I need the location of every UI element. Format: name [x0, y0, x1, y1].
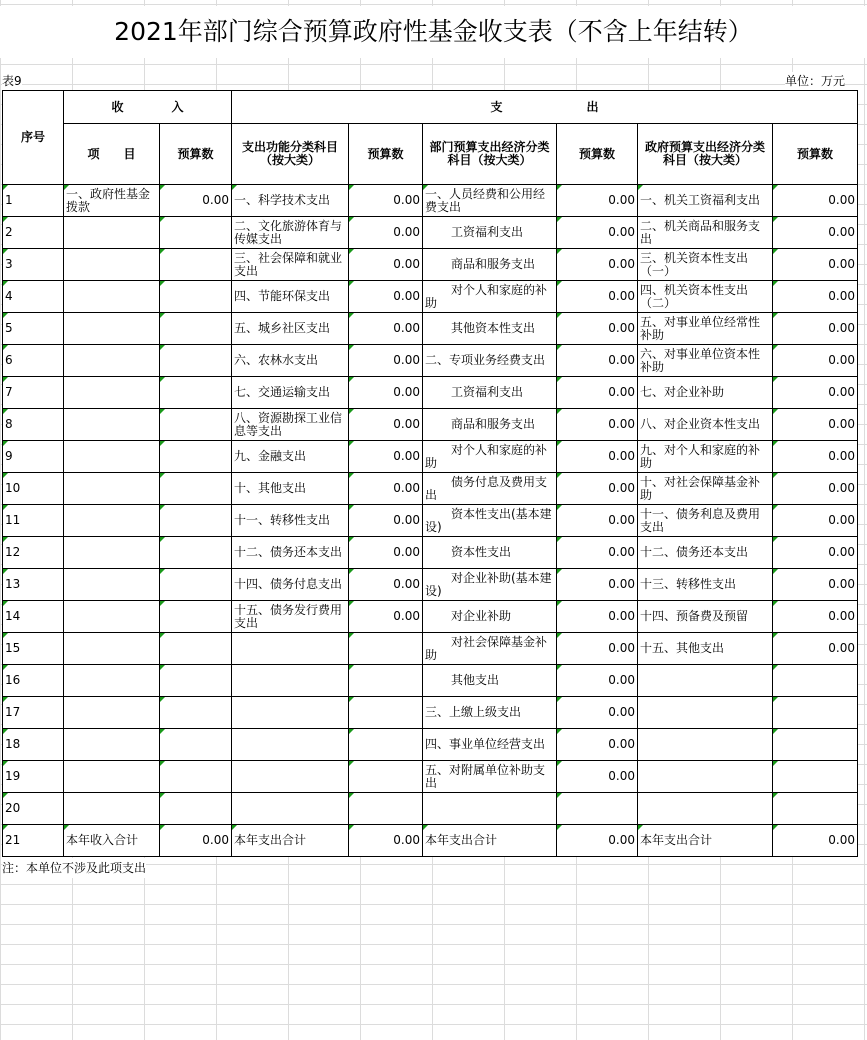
- gov-amount-cell: 0.00: [773, 473, 858, 505]
- func-item-cell: 十一、转移性支出: [232, 505, 349, 537]
- dept-amount-cell: 0.00: [557, 217, 638, 249]
- dept-amount-cell: 0.00: [557, 313, 638, 345]
- gov-amount-cell: 0.00: [773, 441, 858, 473]
- header-seq: 序号: [3, 91, 64, 185]
- func-amount-cell: 0.00: [349, 569, 423, 601]
- gov-item-cell: 十二、债务还本支出: [638, 537, 773, 569]
- func-amount-cell: 0.00: [349, 825, 423, 857]
- func-amount-cell: 0.00: [349, 377, 423, 409]
- func-item-cell: 六、农林水支出: [232, 345, 349, 377]
- page-title: 2021年部门综合预算政府性基金收支表（不含上年结转）: [0, 6, 867, 58]
- func-item-cell: [232, 761, 349, 793]
- gov-item-cell: 三、机关资本性支出（一）: [638, 249, 773, 281]
- func-amount-cell: 0.00: [349, 537, 423, 569]
- income-amount-cell: [160, 473, 232, 505]
- func-amount-cell: 0.00: [349, 217, 423, 249]
- gov-item-cell: 五、对事业单位经常性补助: [638, 313, 773, 345]
- header-func-class: 支出功能分类科目（按大类）: [232, 124, 349, 185]
- table-row: [3, 473, 858, 505]
- income-item-cell: [64, 569, 160, 601]
- dept-item-cell: 本年支出合计: [423, 825, 557, 857]
- income-item-cell: [64, 217, 160, 249]
- dept-item-cell: 资本性支出(基本建设): [423, 505, 557, 537]
- func-amount-cell: [349, 633, 423, 665]
- gov-amount-cell: [773, 697, 858, 729]
- func-item-cell: 七、交通运输支出: [232, 377, 349, 409]
- gov-amount-cell: [773, 729, 858, 761]
- dept-amount-cell: 0.00: [557, 601, 638, 633]
- seq-cell: 3: [3, 249, 64, 281]
- gov-amount-cell: 0.00: [773, 377, 858, 409]
- gov-item-cell: 本年支出合计: [638, 825, 773, 857]
- income-item-cell: [64, 793, 160, 825]
- dept-amount-cell: 0.00: [557, 185, 638, 217]
- gov-amount-cell: 0.00: [773, 633, 858, 665]
- income-item-cell: [64, 345, 160, 377]
- gov-item-cell: 十五、其他支出: [638, 633, 773, 665]
- income-item-cell: [64, 377, 160, 409]
- dept-item-cell: 三、上缴上级支出: [423, 697, 557, 729]
- header-expense: 支 出: [232, 91, 858, 124]
- func-item-cell: [232, 697, 349, 729]
- seq-cell: 18: [3, 729, 64, 761]
- dept-amount-cell: 0.00: [557, 281, 638, 313]
- gov-amount-cell: 0.00: [773, 825, 858, 857]
- dept-item-cell: 债务付息及费用支出: [423, 473, 557, 505]
- func-amount-cell: 0.00: [349, 473, 423, 505]
- func-item-cell: 本年支出合计: [232, 825, 349, 857]
- gov-item-cell: 六、对事业单位资本性补助: [638, 345, 773, 377]
- income-item-cell: [64, 537, 160, 569]
- gov-item-cell: 二、机关商品和服务支出: [638, 217, 773, 249]
- seq-cell: 16: [3, 665, 64, 697]
- dept-amount-cell: 0.00: [557, 569, 638, 601]
- header-income: 收 入: [64, 91, 232, 124]
- gov-item-cell: [638, 697, 773, 729]
- seq-cell: 21: [3, 825, 64, 857]
- income-item-cell: [64, 697, 160, 729]
- table-row: [3, 729, 858, 761]
- dept-amount-cell: 0.00: [557, 409, 638, 441]
- func-item-cell: 一、科学技术支出: [232, 185, 349, 217]
- table-row: [3, 601, 858, 633]
- income-amount-cell: [160, 537, 232, 569]
- income-item-cell: [64, 281, 160, 313]
- header-budget-func: 预算数: [349, 124, 423, 185]
- dept-amount-cell: 0.00: [557, 537, 638, 569]
- dept-amount-cell: 0.00: [557, 473, 638, 505]
- func-amount-cell: 0.00: [349, 441, 423, 473]
- table-row: [3, 313, 858, 345]
- gov-item-cell: 十、对社会保障基金补助: [638, 473, 773, 505]
- func-item-cell: [232, 665, 349, 697]
- gov-item-cell: 四、机关资本性支出（二）: [638, 281, 773, 313]
- seq-cell: 9: [3, 441, 64, 473]
- dept-item-cell: 商品和服务支出: [423, 409, 557, 441]
- func-item-cell: 五、城乡社区支出: [232, 313, 349, 345]
- dept-amount-cell: 0.00: [557, 761, 638, 793]
- dept-item-cell: 其他资本性支出: [423, 313, 557, 345]
- table-row: [3, 537, 858, 569]
- income-amount-cell: [160, 377, 232, 409]
- dept-item-cell: 工资福利支出: [423, 217, 557, 249]
- header-item: 项 目: [64, 124, 160, 185]
- seq-cell: 12: [3, 537, 64, 569]
- table-row: [3, 697, 858, 729]
- gov-item-cell: 十一、债务利息及费用支出: [638, 505, 773, 537]
- income-amount-cell: [160, 409, 232, 441]
- gov-amount-cell: [773, 761, 858, 793]
- func-amount-cell: 0.00: [349, 249, 423, 281]
- gov-item-cell: 一、机关工资福利支出: [638, 185, 773, 217]
- gov-item-cell: 十三、转移性支出: [638, 569, 773, 601]
- income-item-cell: [64, 473, 160, 505]
- dept-amount-cell: 0.00: [557, 633, 638, 665]
- func-item-cell: 十二、债务还本支出: [232, 537, 349, 569]
- gov-amount-cell: 0.00: [773, 313, 858, 345]
- income-amount-cell: [160, 505, 232, 537]
- income-item-cell: [64, 313, 160, 345]
- seq-cell: 6: [3, 345, 64, 377]
- func-item-cell: [232, 633, 349, 665]
- seq-cell: 20: [3, 793, 64, 825]
- table-row: [3, 761, 858, 793]
- table-row: [3, 793, 858, 825]
- income-amount-cell: [160, 313, 232, 345]
- gov-item-cell: [638, 793, 773, 825]
- table-row: [3, 185, 858, 217]
- seq-cell: 4: [3, 281, 64, 313]
- income-item-cell: [64, 665, 160, 697]
- table-row: [3, 633, 858, 665]
- dept-item-cell: 一、人员经费和公用经费支出: [423, 185, 557, 217]
- seq-cell: 2: [3, 217, 64, 249]
- dept-amount-cell: 0.00: [557, 441, 638, 473]
- dept-item-cell: 二、专项业务经费支出: [423, 345, 557, 377]
- footnote: 注：本单位不涉及此项支出: [2, 858, 146, 878]
- gov-item-cell: 九、对个人和家庭的补助: [638, 441, 773, 473]
- income-item-cell: [64, 601, 160, 633]
- income-item-cell: [64, 729, 160, 761]
- seq-cell: 19: [3, 761, 64, 793]
- gov-amount-cell: 0.00: [773, 601, 858, 633]
- table-row: [3, 345, 858, 377]
- income-amount-cell: [160, 569, 232, 601]
- header-budget-dept: 预算数: [557, 124, 638, 185]
- dept-amount-cell: 0.00: [557, 249, 638, 281]
- table-number: 表9: [2, 74, 22, 88]
- income-item-cell: 本年收入合计: [64, 825, 160, 857]
- income-amount-cell: 0.00: [160, 185, 232, 217]
- seq-cell: 11: [3, 505, 64, 537]
- gov-amount-cell: [773, 665, 858, 697]
- seq-cell: 10: [3, 473, 64, 505]
- gov-amount-cell: 0.00: [773, 505, 858, 537]
- func-item-cell: 十四、债务付息支出: [232, 569, 349, 601]
- func-item-cell: [232, 729, 349, 761]
- table-row: [3, 825, 858, 857]
- dept-amount-cell: 0.00: [557, 505, 638, 537]
- func-item-cell: 十五、债务发行费用支出: [232, 601, 349, 633]
- income-item-cell: [64, 505, 160, 537]
- income-amount-cell: [160, 249, 232, 281]
- gov-amount-cell: 0.00: [773, 185, 858, 217]
- table-row: [3, 569, 858, 601]
- table-row: [3, 281, 858, 313]
- gov-amount-cell: [773, 793, 858, 825]
- seq-cell: 13: [3, 569, 64, 601]
- seq-cell: 8: [3, 409, 64, 441]
- dept-item-cell: [423, 793, 557, 825]
- gov-amount-cell: 0.00: [773, 249, 858, 281]
- dept-amount-cell: 0.00: [557, 729, 638, 761]
- dept-item-cell: 对企业补助(基本建设): [423, 569, 557, 601]
- income-amount-cell: [160, 217, 232, 249]
- dept-item-cell: 对社会保障基金补助: [423, 633, 557, 665]
- income-item-cell: [64, 249, 160, 281]
- header-gov-econ: 政府预算支出经济分类科目（按大类）: [638, 124, 773, 185]
- header-dept-econ: 部门预算支出经济分类科目（按大类）: [423, 124, 557, 185]
- header-budget-gov: 预算数: [773, 124, 858, 185]
- income-item-cell: 一、政府性基金拨款: [64, 185, 160, 217]
- table-row: [3, 505, 858, 537]
- func-item-cell: 二、文化旅游体育与传媒支出: [232, 217, 349, 249]
- table-row: [3, 217, 858, 249]
- gov-item-cell: 八、对企业资本性支出: [638, 409, 773, 441]
- income-item-cell: [64, 441, 160, 473]
- dept-amount-cell: 0.00: [557, 825, 638, 857]
- dept-amount-cell: 0.00: [557, 345, 638, 377]
- dept-item-cell: 对个人和家庭的补助: [423, 441, 557, 473]
- seq-cell: 14: [3, 601, 64, 633]
- income-amount-cell: 0.00: [160, 825, 232, 857]
- budget-table: [2, 90, 858, 857]
- dept-item-cell: 对企业补助: [423, 601, 557, 633]
- income-amount-cell: [160, 793, 232, 825]
- income-amount-cell: [160, 281, 232, 313]
- income-item-cell: [64, 761, 160, 793]
- dept-amount-cell: [557, 793, 638, 825]
- func-amount-cell: 0.00: [349, 601, 423, 633]
- func-item-cell: 九、金融支出: [232, 441, 349, 473]
- dept-item-cell: 商品和服务支出: [423, 249, 557, 281]
- income-amount-cell: [160, 665, 232, 697]
- income-amount-cell: [160, 761, 232, 793]
- income-amount-cell: [160, 601, 232, 633]
- gov-item-cell: [638, 665, 773, 697]
- gov-item-cell: [638, 761, 773, 793]
- func-item-cell: 三、社会保障和就业支出: [232, 249, 349, 281]
- dept-item-cell: 对个人和家庭的补助: [423, 281, 557, 313]
- gov-item-cell: 七、对企业补助: [638, 377, 773, 409]
- func-item-cell: [232, 793, 349, 825]
- func-amount-cell: [349, 793, 423, 825]
- table-row: [3, 409, 858, 441]
- func-amount-cell: [349, 761, 423, 793]
- seq-cell: 5: [3, 313, 64, 345]
- seq-cell: 15: [3, 633, 64, 665]
- income-amount-cell: [160, 729, 232, 761]
- func-amount-cell: 0.00: [349, 185, 423, 217]
- gov-amount-cell: 0.00: [773, 217, 858, 249]
- dept-amount-cell: 0.00: [557, 665, 638, 697]
- dept-item-cell: 五、对附属单位补助支出: [423, 761, 557, 793]
- func-amount-cell: [349, 729, 423, 761]
- table-row: [3, 441, 858, 473]
- income-amount-cell: [160, 697, 232, 729]
- func-item-cell: 八、资源勘探工业信息等支出: [232, 409, 349, 441]
- dept-amount-cell: 0.00: [557, 697, 638, 729]
- gov-item-cell: 十四、预备费及预留: [638, 601, 773, 633]
- income-item-cell: [64, 633, 160, 665]
- func-amount-cell: 0.00: [349, 505, 423, 537]
- table-row: [3, 665, 858, 697]
- dept-item-cell: 其他支出: [423, 665, 557, 697]
- func-amount-cell: [349, 665, 423, 697]
- gov-item-cell: [638, 729, 773, 761]
- func-amount-cell: 0.00: [349, 409, 423, 441]
- dept-item-cell: 资本性支出: [423, 537, 557, 569]
- table-row: [3, 249, 858, 281]
- func-amount-cell: 0.00: [349, 313, 423, 345]
- table-row: [3, 377, 858, 409]
- seq-cell: 1: [3, 185, 64, 217]
- dept-amount-cell: 0.00: [557, 377, 638, 409]
- seq-cell: 7: [3, 377, 64, 409]
- header-budget-income: 预算数: [160, 124, 232, 185]
- gov-amount-cell: 0.00: [773, 537, 858, 569]
- func-item-cell: 十、其他支出: [232, 473, 349, 505]
- income-item-cell: [64, 409, 160, 441]
- income-amount-cell: [160, 345, 232, 377]
- income-amount-cell: [160, 633, 232, 665]
- func-amount-cell: 0.00: [349, 281, 423, 313]
- seq-cell: 17: [3, 697, 64, 729]
- gov-amount-cell: 0.00: [773, 345, 858, 377]
- func-amount-cell: [349, 697, 423, 729]
- income-amount-cell: [160, 441, 232, 473]
- gov-amount-cell: 0.00: [773, 569, 858, 601]
- dept-item-cell: 四、事业单位经营支出: [423, 729, 557, 761]
- dept-item-cell: 工资福利支出: [423, 377, 557, 409]
- gov-amount-cell: 0.00: [773, 281, 858, 313]
- unit-label: 单位：万元: [784, 74, 845, 88]
- func-item-cell: 四、节能环保支出: [232, 281, 349, 313]
- gov-amount-cell: 0.00: [773, 409, 858, 441]
- func-amount-cell: 0.00: [349, 345, 423, 377]
